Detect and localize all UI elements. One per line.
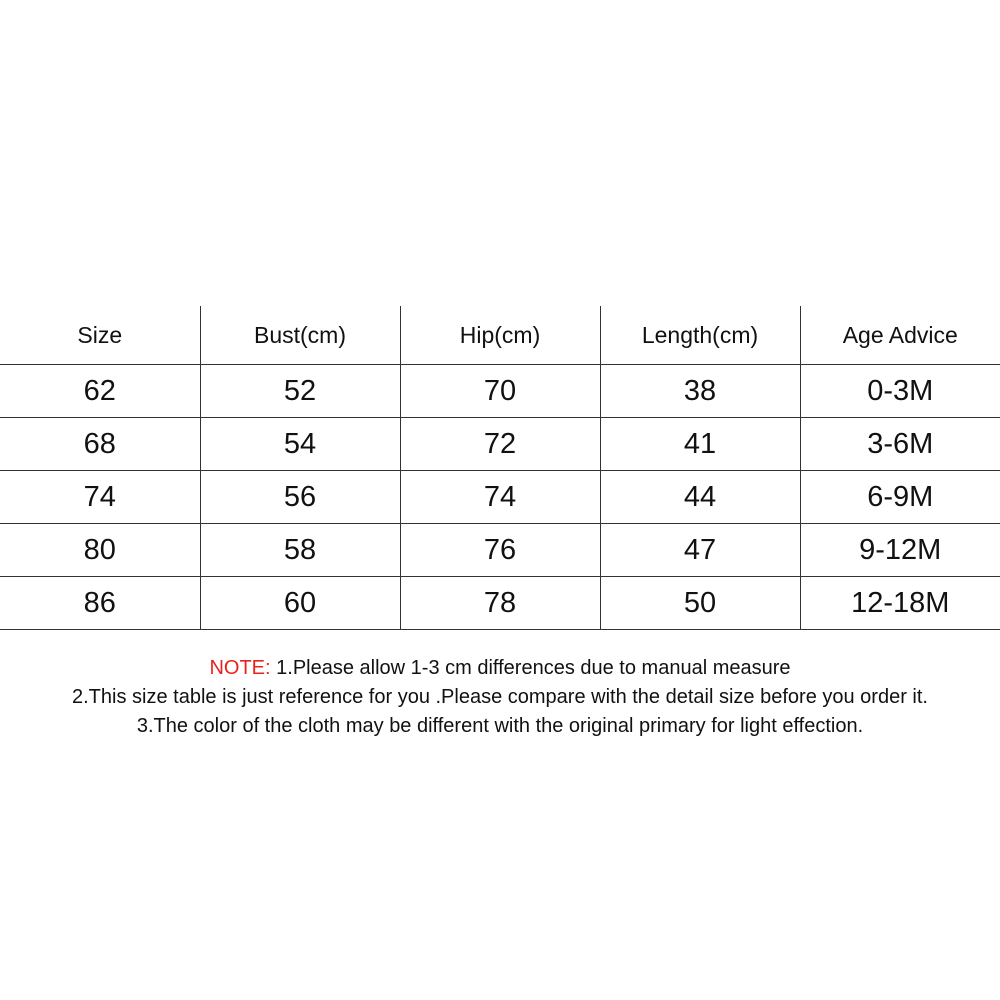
cell-age-advice: 9-12M xyxy=(800,524,1000,577)
cell-hip: 78 xyxy=(400,577,600,630)
header-size: Size xyxy=(0,306,200,365)
cell-length: 38 xyxy=(600,365,800,418)
cell-length: 47 xyxy=(600,524,800,577)
cell-bust: 52 xyxy=(200,365,400,418)
header-bust: Bust(cm) xyxy=(200,306,400,365)
cell-hip: 70 xyxy=(400,365,600,418)
cell-length: 44 xyxy=(600,471,800,524)
cell-age-advice: 3-6M xyxy=(800,418,1000,471)
header-hip: Hip(cm) xyxy=(400,306,600,365)
size-table-body xyxy=(0,365,1000,630)
cell-hip: 72 xyxy=(400,418,600,471)
table-row xyxy=(0,418,1000,471)
cell-length: 41 xyxy=(600,418,800,471)
cell-hip: 74 xyxy=(400,471,600,524)
note-line-1 xyxy=(0,654,1000,683)
table-row xyxy=(0,471,1000,524)
cell-length: 50 xyxy=(600,577,800,630)
cell-age-advice: 0-3M xyxy=(800,365,1000,418)
header-length: Length(cm) xyxy=(600,306,800,365)
cell-bust: 54 xyxy=(200,418,400,471)
size-table xyxy=(0,306,1000,630)
note-text-1: 1.Please allow 1-3 cm differences due to manual measure xyxy=(270,657,791,679)
note-line-2: 2.This size table is just reference for you .Please compare with the detail size before you order it. xyxy=(72,686,928,708)
cell-bust: 58 xyxy=(200,524,400,577)
cell-age-advice: 6-9M xyxy=(800,471,1000,524)
header-age-advice: Age Advice xyxy=(800,306,1000,365)
note-label: NOTE: xyxy=(209,657,271,679)
size-table-header xyxy=(0,306,1000,365)
cell-size: 80 xyxy=(0,524,200,577)
cell-size: 62 xyxy=(0,365,200,418)
note-line-3: 3.The color of the cloth may be different with the original primary for light effection. xyxy=(136,715,864,737)
cell-hip: 76 xyxy=(400,524,600,577)
notes-block xyxy=(0,654,1000,741)
cell-size: 74 xyxy=(0,471,200,524)
table-row xyxy=(0,365,1000,418)
cell-size: 86 xyxy=(0,577,200,630)
header-row xyxy=(0,306,1000,365)
cell-age-advice: 12-18M xyxy=(800,577,1000,630)
cell-size: 68 xyxy=(0,418,200,471)
cell-bust: 60 xyxy=(200,577,400,630)
cell-bust: 56 xyxy=(200,471,400,524)
table-row xyxy=(0,577,1000,630)
table-row xyxy=(0,524,1000,577)
